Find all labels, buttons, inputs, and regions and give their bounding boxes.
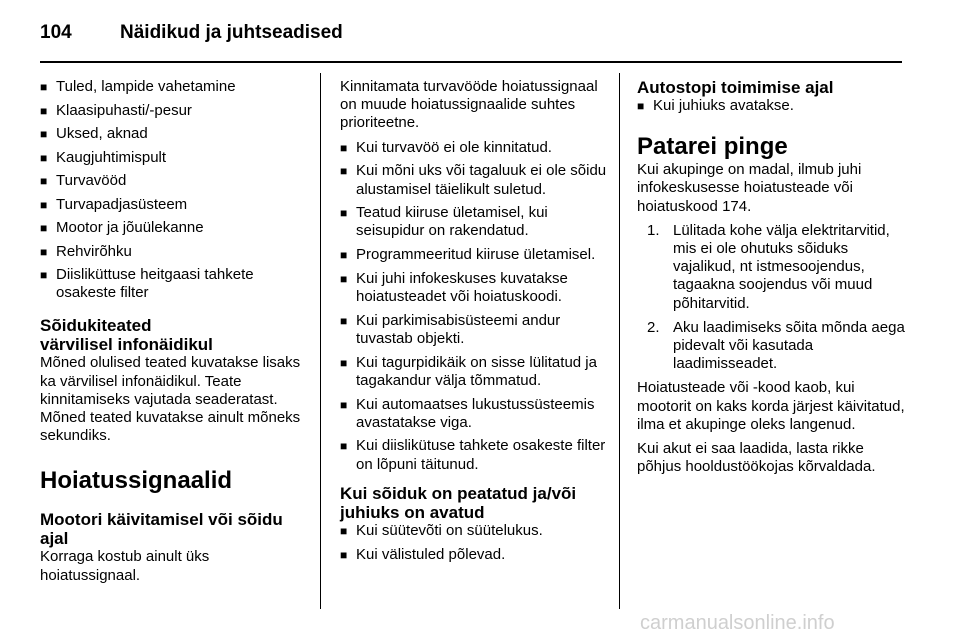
list-item: ■ Kui juhi infokeskuses kuvatakse hoiatusteadet või hoiatuskoodi. [340, 270, 615, 306]
step-item [647, 222, 907, 313]
step-item [647, 319, 907, 374]
heading-line: Sõidukiteated [40, 316, 152, 336]
section-heading: Mootori käivitamisel või sõidu ajal [40, 510, 283, 549]
step-number: 2. [647, 318, 660, 336]
column-divider [619, 73, 620, 609]
step-text: Lülitada kohe välja elektritarvitid, mis ei ole ohutuks sõiduks vajalikud, nt istmesoojendus, tagaakna soojendus või muud põhitarvitid. [673, 221, 890, 312]
list-item: ■ Kui juhiuks avatakse. [637, 97, 907, 115]
list-item: ■ Rehvirõhku [40, 243, 312, 261]
list-item: ■ Kui turvavöö ei ole kinnitatud. [340, 139, 615, 157]
list-item: ■ Turvavööd [40, 172, 312, 190]
column-1 [40, 78, 312, 585]
page-header [40, 10, 920, 55]
parked-list [340, 522, 615, 564]
list-item: ■ Mootor ja jõuülekanne [40, 219, 312, 237]
list-item: ■ Teatud kiiruse ületamisel, kui seisupidur on rakendatud. [340, 204, 615, 240]
warning-list [340, 139, 615, 474]
list-item: ■ Turvapadjasüsteem [40, 196, 312, 214]
section-heading: Kui sõiduk on peatatud ja/või juhiuks on avatud [340, 483, 577, 522]
list-item: ■ Programmeeritud kiiruse ületamisel. [340, 246, 615, 264]
paragraph: Hoiatusteade või -kood kaob, kui mootorit on kaks korda järjest käivitatud, ilma et akupinge oleks langenud. [637, 379, 905, 433]
section-title: Hoiatussignaalid [40, 467, 233, 495]
list-item: ■ Kui tagurpidikäik on sisse lülitatud ja tagakandur välja tõmmatud. [340, 354, 615, 390]
section-heading: Autostopi toimimise ajal [637, 78, 834, 97]
list-item: ■ Kui süütevõti on süütelukus. [340, 522, 615, 540]
list-item: ■ Diisliküttuse heitgaasi tahkete osakeste filter [40, 266, 312, 302]
section-title: Patarei pinge [637, 133, 788, 161]
paragraph: Kui akupinge on madal, ilmub juhi infokeskusesse hoiatusteade või hoiatuskood 174. [637, 161, 862, 215]
heading-line: värvilisel infonäidikul [40, 335, 213, 355]
step-text: Aku laadimiseks sõita mõnda aega pidevalt või kasutada laadimisseadet. [673, 318, 905, 373]
section-heading [40, 316, 312, 354]
paragraph: Korraga kostub ainult üks hoiatussignaal. [40, 548, 210, 584]
page-number: 104 [40, 22, 72, 43]
list-item: ■ Kui automaatses lukustussüsteemis avastatakse viga. [340, 396, 615, 432]
list-item: ■ Tuled, lampide vahetamine [40, 78, 312, 96]
list-item: ■ Uksed, aknad [40, 125, 312, 143]
paragraph: Kinnitamata turvavööde hoiatussignaal on muude hoiatussignaalide suhtes prioriteetne. [340, 78, 598, 132]
list-item: ■ Kui välistuled põlevad. [340, 546, 615, 564]
steps-list [637, 222, 907, 374]
column-divider [320, 73, 321, 609]
header-rule [40, 61, 902, 63]
list-item: ■ Kui diislikütuse tahkete osakeste filter on lõpuni täitunud. [340, 437, 615, 473]
paragraph: Kui akut ei saa laadida, lasta rikke põhjus hooldustöökojas kõrvaldada. [637, 440, 876, 476]
list-item: ■ Kui mõni uks või tagaluuk ei ole sõidu alustamisel täielikult suletud. [340, 162, 615, 198]
step-number: 1. [647, 221, 660, 239]
list-item: ■ Kui parkimisabisüsteemi andur tuvastab objekti. [340, 312, 615, 348]
column-2 [340, 78, 615, 569]
watermark: carmanualsonline.info [640, 612, 835, 634]
autostop-list [637, 97, 907, 115]
list-item: ■ Kaugjuhtimispult [40, 149, 312, 167]
list-item: ■ Klaasipuhasti/-pesur [40, 102, 312, 120]
column-3 [637, 78, 907, 476]
page-title: Näidikud ja juhtseadised [120, 22, 343, 43]
paragraph: Mõned olulised teated kuvatakse lisaks ka värvilisel infonäidikul. Teate kinnitamiseks vajutada seaderatast. Mõned teated kuvatakse ainult mõneks sekundiks. [40, 354, 301, 445]
topic-list [40, 78, 312, 302]
